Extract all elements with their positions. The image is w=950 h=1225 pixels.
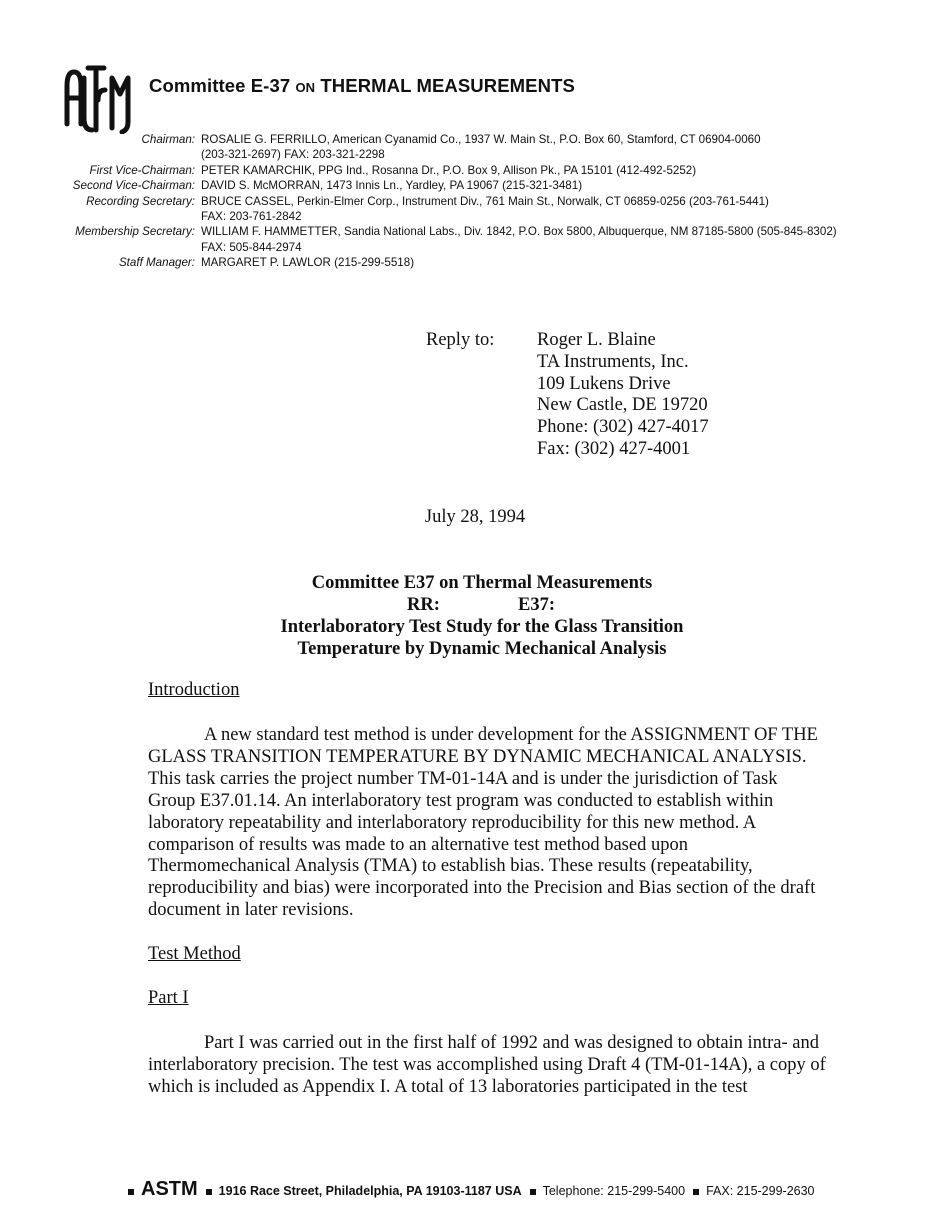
footer-brand: ASTM (141, 1178, 198, 1200)
officer-role: Staff Manager: (118, 256, 195, 270)
officers-list (0, 132, 950, 271)
part1-heading: Part I (148, 988, 189, 1008)
officer-role: First Vice-Chairman: (89, 163, 195, 177)
bullet-icon (206, 1189, 212, 1195)
officer-row (0, 163, 950, 178)
officer-role: Membership Secretary: (75, 225, 195, 239)
officer-value: MARGARET P. LAWLOR (215-299-5518) (201, 256, 415, 270)
title-line-3: Interlaboratory Test Study for the Glass Transition (280, 617, 684, 637)
officer-value: FAX: 203-761-2842 (201, 210, 302, 224)
title-rr-line (0, 594, 950, 616)
officer-role (0, 240, 201, 255)
committee-prefix: Committee E-37 (149, 75, 296, 96)
officer-role: Recording Secretary: (86, 194, 195, 208)
reply-line: Roger L. Blaine (537, 330, 656, 350)
document-title (0, 572, 950, 660)
committee-title (149, 75, 575, 97)
e37-label: E37: (518, 595, 555, 615)
reply-line: 109 Lukens Drive (537, 373, 671, 394)
officer-row (0, 132, 950, 147)
officer-value: BRUCE CASSEL, Perkin-Elmer Corp., Instrument Div., 761 Main St., Norwalk, CT 06859-0256 (203-761-5441) (201, 194, 769, 208)
reply-line: Phone: (302) 427-4017 (537, 417, 709, 438)
part1-paragraph: Part I was carried out in the first half of 1992 and was designed to obtain intra- and interlaboratory precision. The test was accomplished using Draft 4 (TM-01-14A), a copy of which is included as Appendix I. A total of 13 laboratories participated in the test (148, 1033, 826, 1097)
officer-row (0, 209, 950, 224)
bullet-icon (530, 1189, 536, 1195)
officer-row (0, 240, 950, 255)
footer-address: 1916 Race Street, Philadelphia, PA 19103-1187 USA (218, 1184, 522, 1198)
footer-telephone: Telephone: 215-299-5400 (542, 1184, 686, 1198)
officer-role (0, 209, 201, 224)
officer-row (0, 194, 950, 209)
introduction-paragraph: A new standard test method is under development for the ASSIGNMENT OF THE GLASS TRANSITION TEMPERATURE BY DYNAMIC MECHANICAL ANALYSIS. This task carries the project number TM-01-14A and is under the jurisdiction of Task Group E37.01.14. An interlaboratory test program was conducted to establish within laboratory repeatability and interlaboratory reproducibility for this new method. A comparison of results was made to an alternative test method based upon Thermomechanical Analysis (TMA) to establish bias. These results (repeatability, reproducibility and bias) were incorporated into the Precision and Bias section of the draft document in later revisions. (148, 725, 818, 921)
reply-line: TA Instruments, Inc. (537, 351, 689, 372)
rr-label: RR: (407, 595, 440, 615)
letter-date: July 28, 1994 (424, 507, 526, 527)
footer-fax: FAX: 215-299-2630 (706, 1184, 815, 1198)
reply-line: Fax: (302) 427-4001 (537, 438, 691, 459)
officer-role (0, 147, 201, 162)
reply-to-label: Reply to: (426, 330, 495, 350)
footer (128, 1178, 815, 1201)
bullet-icon (693, 1189, 699, 1195)
officer-value: FAX: 505-844-2974 (201, 240, 302, 254)
officer-role: Chairman: (141, 133, 195, 146)
astm-logo (62, 64, 134, 134)
officer-row (0, 255, 950, 270)
title-line-1: Committee E37 on Thermal Measurements (311, 573, 653, 593)
officer-value: (203-321-2697) FAX: 203-321-2298 (201, 148, 385, 162)
officer-row (0, 224, 950, 239)
officer-value: ROSALIE G. FERRILLO, American Cyanamid Co., 1937 W. Main St., P.O. Box 60, Stamford, CT 06904-0060 (201, 133, 761, 146)
officer-value: PETER KAMARCHIK, PPG Ind., Rosanna Dr., P.O. Box 9, Allison Pk., PA 15101 (412-492-5252) (201, 163, 697, 177)
committee-suffix: THERMAL MEASUREMENTS (315, 75, 575, 96)
officer-value: WILLIAM F. HAMMETTER, Sandia National Labs., Div. 1842, P.O. Box 5800, Albuquerque, NM 87185-5800 (505-845-8302) (201, 225, 837, 239)
officer-role: Second Vice-Chairman: (72, 179, 195, 193)
introduction-heading: Introduction (148, 680, 240, 700)
officer-value: DAVID S. McMORRAN, 1473 Innis Ln., Yardley, PA 19067 (215-321-3481) (201, 179, 583, 193)
committee-on: ON (295, 80, 316, 95)
officer-row (0, 147, 950, 162)
reply-address (537, 330, 709, 461)
bullet-icon (128, 1189, 134, 1195)
test-method-heading: Test Method (148, 944, 241, 964)
officer-row (0, 178, 950, 193)
title-line-4: Temperature by Dynamic Mechanical Analysis (297, 639, 667, 659)
reply-line: New Castle, DE 19720 (537, 395, 708, 416)
